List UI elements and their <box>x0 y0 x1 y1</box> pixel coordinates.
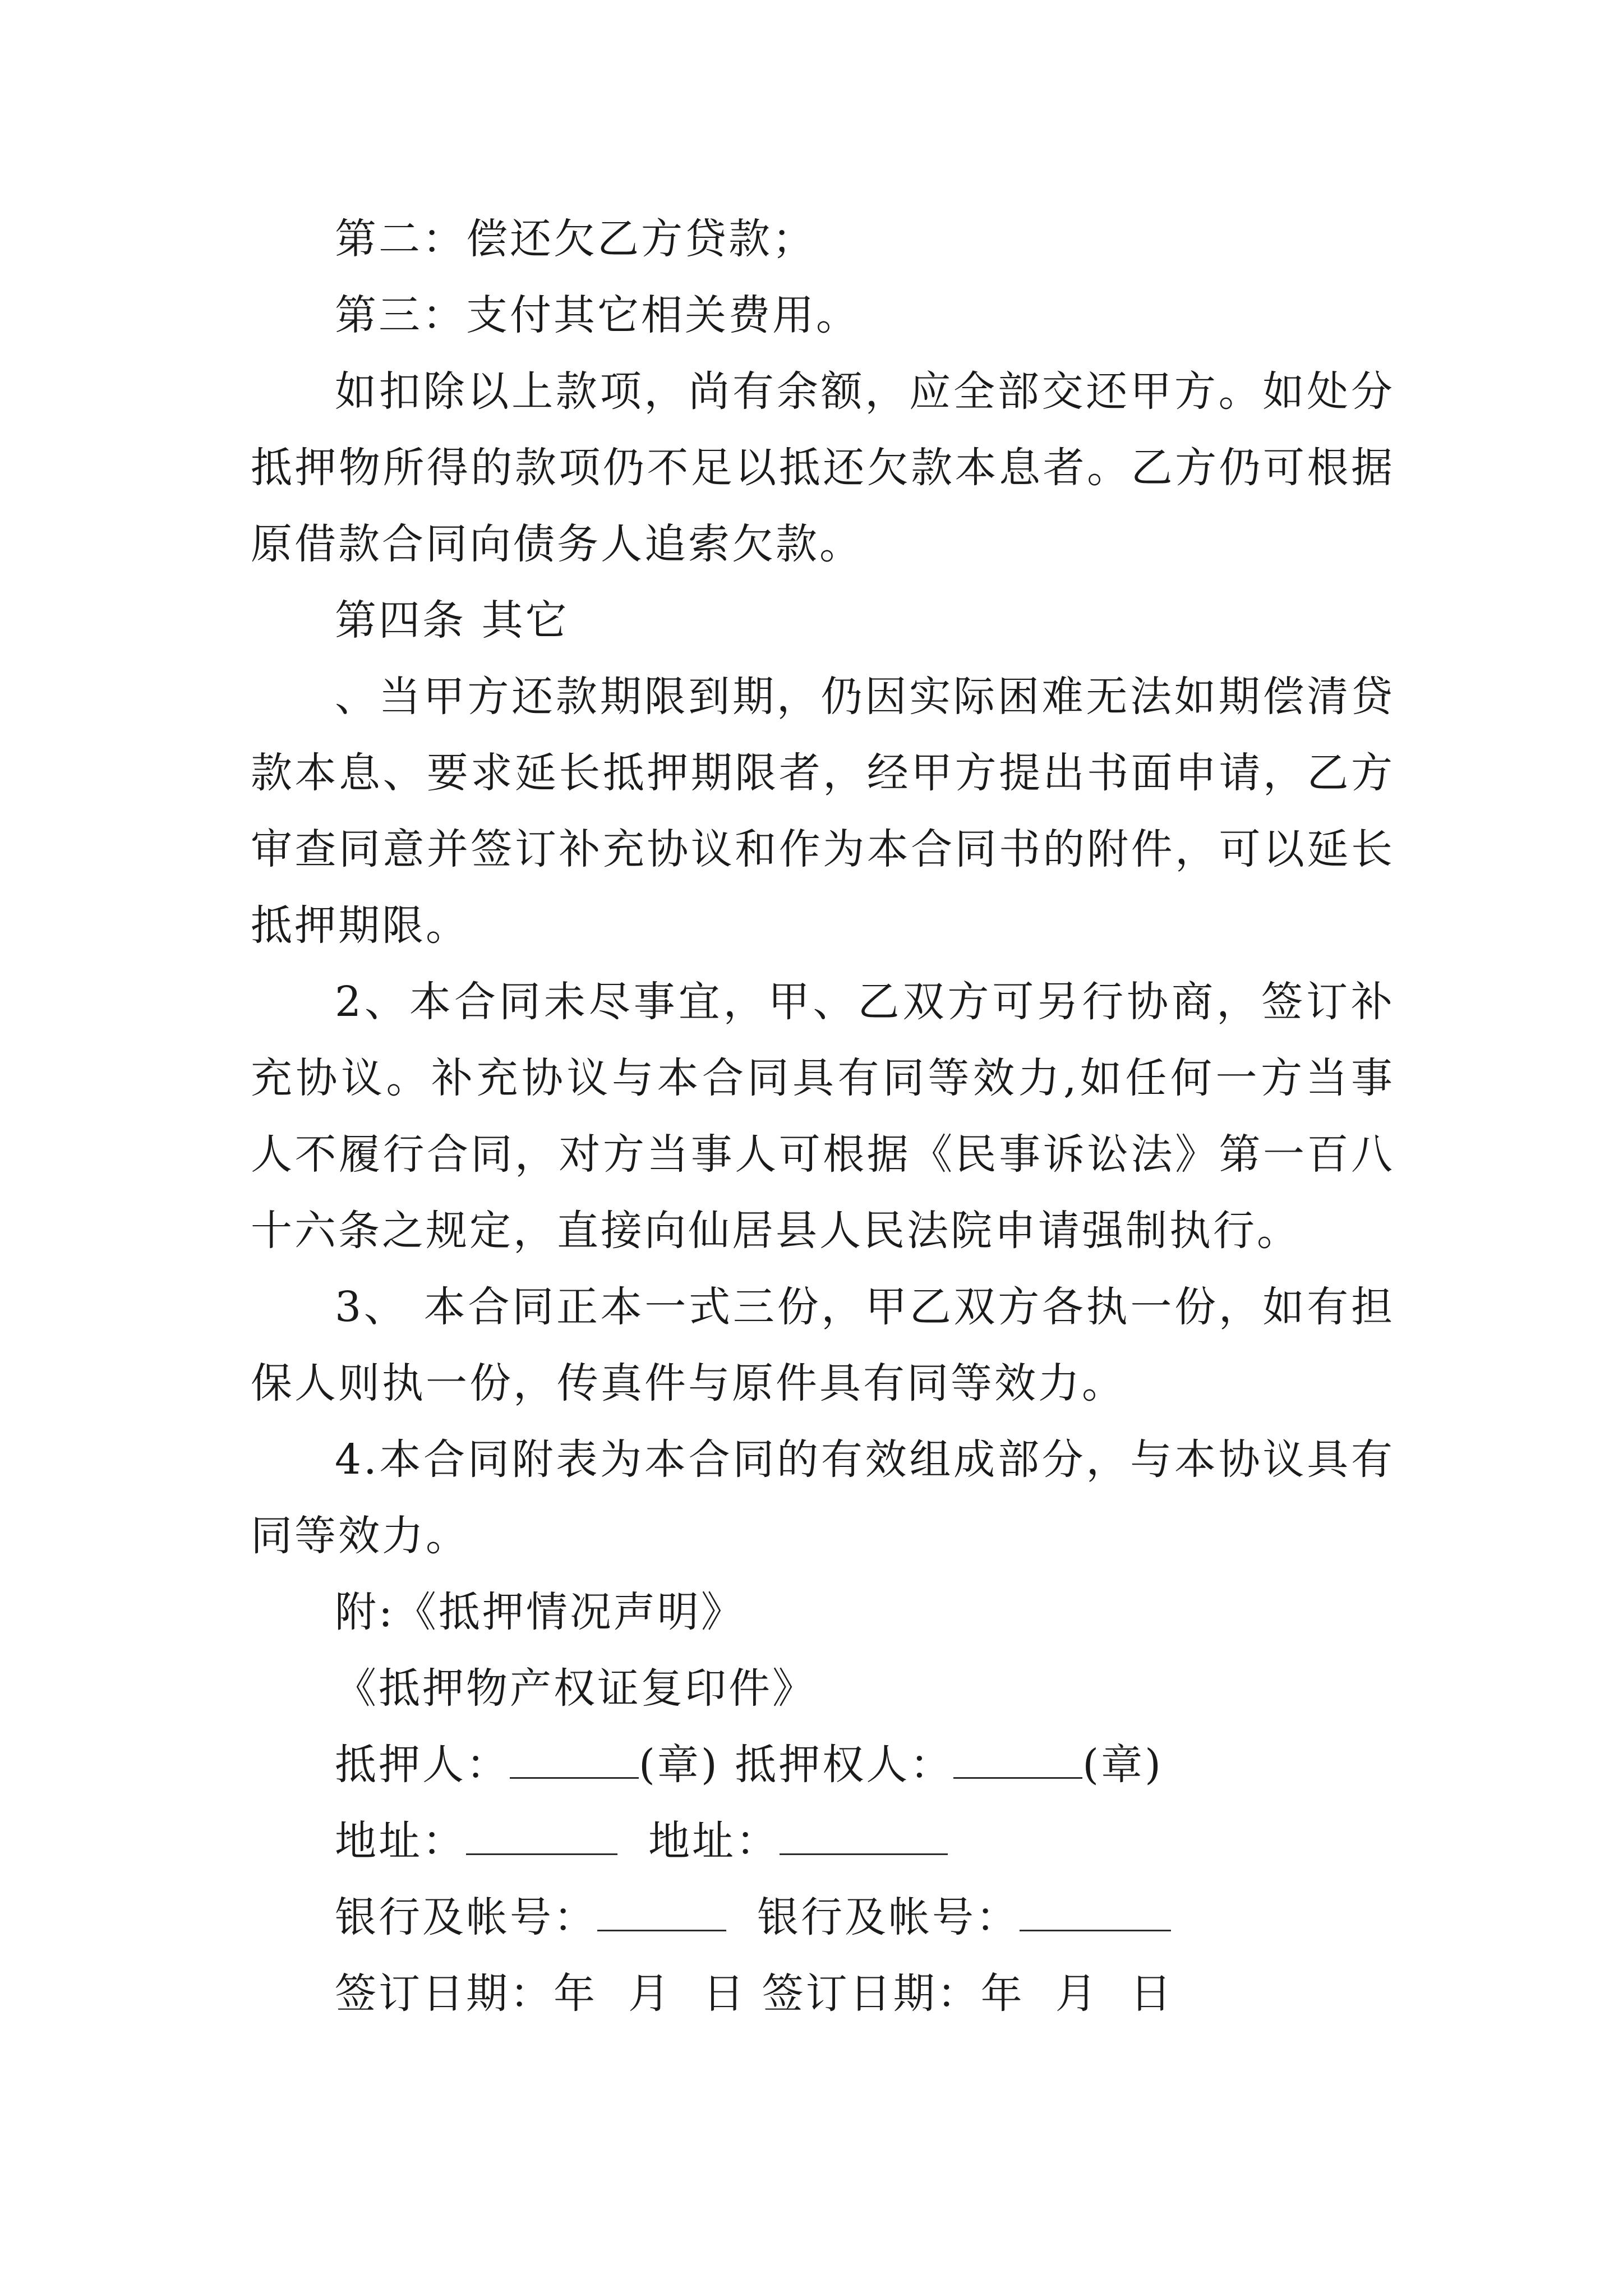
paragraph-third: 第三：支付其它相关费用。 <box>335 291 860 339</box>
attachment-list-title: 附:《抵押情况声明》 <box>335 1588 745 1636</box>
bank-label-mortgagee: 银行及帐号： <box>757 1893 1020 1941</box>
mortgagee-blank <box>953 1743 1082 1779</box>
date-label-mortgagor: 签订日期：年 月 日 <box>335 1970 747 2018</box>
paragraph-clause-2: 2、本合同未尽事宜，甲、乙双方可另行协商，签订补充协议。补充协议与本合同具有同等效力,如任何一方当事人不履行合同，对方当事人可根据《民事诉讼法》第一百八十六条之规定，直接向仙居县人民法院申请强制执行。 <box>251 978 1395 1255</box>
mortgagee-label: 抵押权人： <box>735 1741 954 1789</box>
mortgagor-seal: (章) <box>639 1741 720 1789</box>
address-blank-mortgagor <box>466 1820 617 1855</box>
mortgagor-blank <box>510 1743 639 1779</box>
paragraph-clause-4: 4.本合同附表为本合同的有效组成部分，与本协议具有同等效力。 <box>251 1435 1395 1560</box>
address-label-mortgagee: 地址： <box>648 1817 780 1865</box>
paragraph-second: 第二：偿还欠乙方贷款； <box>335 215 816 263</box>
signature-address-row <box>251 1803 1395 1879</box>
signature-bank-row <box>251 1879 1395 1955</box>
address-label-mortgagor: 地址： <box>335 1817 466 1865</box>
section-heading-article-four: 第四条 其它 <box>335 596 569 645</box>
bank-label-mortgagor: 银行及帐号： <box>335 1893 597 1941</box>
paragraph-remaining-balance: 如扣除以上款项，尚有余额，应全部交还甲方。如处分抵押物所得的款项仍不足以抵还欠款本息者。乙方仍可根据原借款合同向债务人追索欠款。 <box>251 367 1395 568</box>
bank-blank-mortgagor <box>597 1896 726 1931</box>
paragraph-extension: 、当甲方还款期限到期，仍因实际困难无法如期偿清贷款本息、要求延长抵押期限者，经甲方提出书面申请，乙方审查同意并签订补充协议和作为本合同书的附件，可以延长抵押期限。 <box>251 673 1395 950</box>
mortgagee-seal: (章) <box>1082 1741 1164 1789</box>
attachment-item: 《抵押物产权证复印件》 <box>335 1664 816 1713</box>
signature-date-row <box>251 1955 1395 2032</box>
bank-blank-mortgagee <box>1020 1896 1171 1931</box>
address-blank-mortgagee <box>780 1820 948 1855</box>
mortgagor-label: 抵押人： <box>335 1741 510 1789</box>
date-label-mortgagee: 签订日期：年 月 日 <box>762 1970 1174 2018</box>
paragraph-clause-3: 3、 本合同正本一式三份，甲乙双方各执一份，如有担保人则执一份，传真件与原件具有同等效力。 <box>251 1283 1395 1407</box>
signature-parties-row <box>251 1727 1395 1803</box>
document-body <box>251 201 1395 2032</box>
